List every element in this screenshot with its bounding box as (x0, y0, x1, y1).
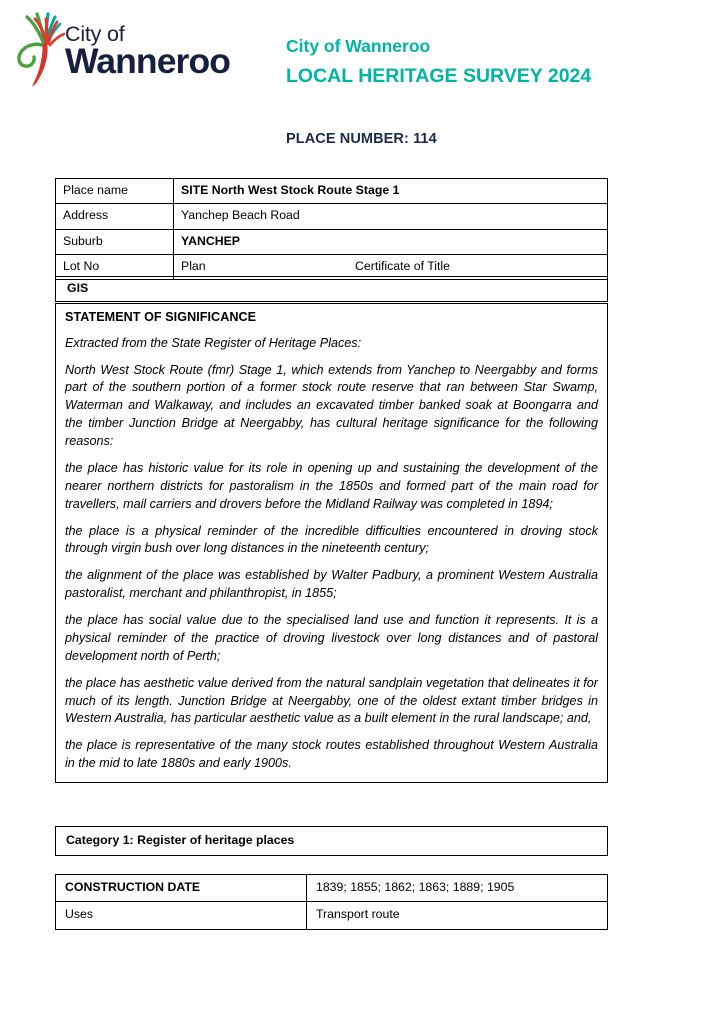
label-plan: Plan (181, 259, 206, 274)
header-titles (286, 38, 686, 86)
header-title-organisation: City of Wanneroo (286, 36, 431, 56)
label-suburb: Suburb (56, 229, 174, 254)
construction-details-table (55, 874, 608, 930)
statement-paragraph: the place has aesthetic value derived from the natural sandplain vegetation that delineates it for much of its length. Junction Bridge at Neergabby, one of the oldest extant timber bridges in Western Australia, has particular aesthetic value as a built element in the rural landscape; and, (65, 675, 598, 726)
value-address: Yanchep Beach Road (174, 204, 608, 229)
statement-source-note: Extracted from the State Register of Heritage Places: (65, 335, 362, 350)
statement-paragraph: the place is a physical reminder of the incredible difficulties encountered in droving stock through virgin bush over long distances in the nineteenth century; (65, 523, 598, 556)
value-place-name: SITE North West Stock Route Stage 1 (174, 179, 608, 204)
gis-table (55, 276, 608, 302)
label-lot-no: Lot No (56, 255, 174, 280)
table-row-category (56, 827, 608, 856)
page-header (0, 0, 705, 115)
statement-heading: STATEMENT OF SIGNIFICANCE (65, 310, 257, 324)
statement-of-significance-table (55, 303, 608, 783)
label-address: Address (56, 204, 174, 229)
value-construction-date: 1839; 1855; 1862; 1863; 1889; 1905 (307, 875, 608, 902)
category-table (55, 826, 608, 856)
label-uses: Uses (56, 902, 307, 929)
statement-paragraph: the place has social value due to the specialised land use and function it represents. It is a physical reminder of the practice of droving livestock over long distances and of pastoral development north of Perth; (65, 613, 598, 663)
statement-paragraph: the alignment of the place was established by Walter Padbury, a prominent Western Australia pastoralist, merchant and philanthropist, in 1855; (65, 568, 598, 601)
statement-paragraph: the place is representative of the many stock routes established throughout Western Australia in the mid to late 1880s and early 1900s. (65, 738, 598, 771)
kangaroo-paw-logo-icon (13, 12, 69, 88)
table-row-gis (56, 277, 608, 302)
statement-paragraph: North West Stock Route (fmr) Stage 1, which extends from Yanchep to Neergabby and forms part of the southern portion of a former stock route reserve that ran between Star Swamp, Waterman and Walkaway, and includes an excavated timber banked soak at Boongarra and the timber Junction Bridge at Neergabby, has cultural heritage significance for the following reasons: (65, 362, 598, 449)
table-row-uses (56, 902, 608, 929)
table-row-address (56, 204, 608, 229)
place-number: PLACE NUMBER: 114 (286, 131, 437, 147)
category-label: Category 1: Register of heritage places (56, 827, 608, 856)
label-construction-date: CONSTRUCTION DATE (56, 875, 307, 902)
logo-line-wanneroo: Wanneroo (65, 40, 231, 81)
header-title-survey: LOCAL HERITAGE SURVEY 2024 (286, 64, 592, 87)
value-suburb: YANCHEP (174, 229, 608, 254)
value-uses: Transport route (307, 902, 608, 929)
label-certificate-of-title: Certificate of Title (355, 259, 450, 274)
table-row-suburb (56, 229, 608, 254)
logo-wordmark (65, 24, 251, 79)
label-place-name: Place name (56, 179, 174, 204)
logo-line-city-of: City of (65, 22, 125, 46)
statement-cell (56, 304, 608, 783)
table-row-statement (56, 304, 608, 783)
table-row-construction-date (56, 875, 608, 902)
label-gis: GIS (56, 277, 608, 302)
city-of-wanneroo-logo (13, 12, 245, 92)
statement-paragraph: the place has historic value for its role in opening up and sustaining the development of the nearer northern districts for pastoralism in the 1850s and formed part of the main road for travellers, mail carriers and drovers before the Midland Railway was completed in 1894; (65, 460, 598, 511)
place-info-table (55, 178, 608, 280)
table-row-place-name (56, 179, 608, 204)
